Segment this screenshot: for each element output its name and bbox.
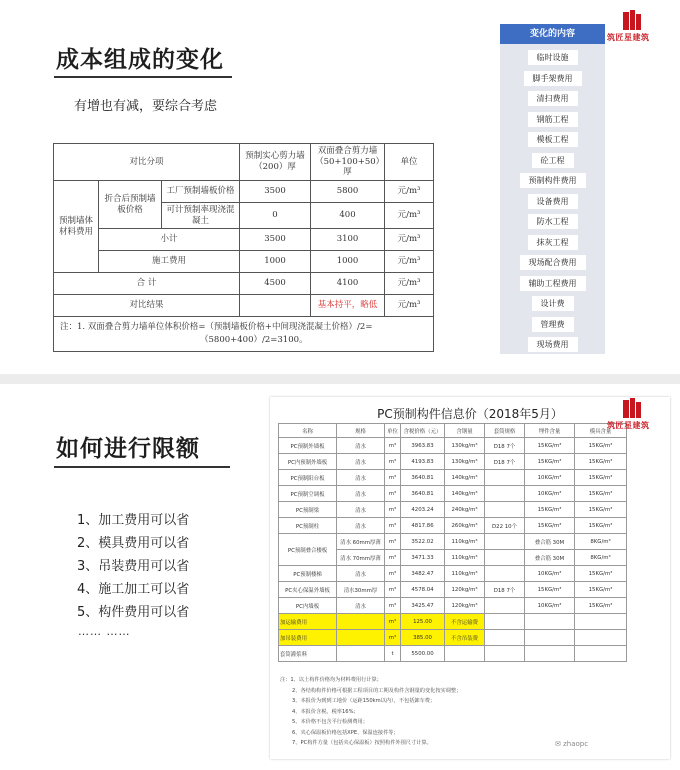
cell: 15KG/m³: [575, 438, 627, 454]
price-notes: [280, 675, 461, 749]
cell: 15KG/m³: [525, 518, 575, 534]
cell-empty: [240, 295, 311, 317]
wechat-icon: ✉: [555, 740, 564, 748]
sidebar-item-label: 钢筋工程: [528, 112, 578, 127]
cell: 15KG/m³: [575, 566, 627, 582]
sidebar-item: [500, 91, 605, 106]
note-line: 2、各结构构件价格可根据工程项目的工期及构件含钢量的变化按实调整；: [292, 687, 462, 694]
sidebar-item: [500, 214, 605, 229]
cell: 清水: [337, 438, 385, 454]
sidebar-item-label: 防水工程: [528, 214, 578, 229]
cell: 110kg/m³: [445, 550, 485, 566]
cell-value: 0: [240, 202, 311, 228]
header-unit: 单位: [385, 144, 434, 181]
sidebar-item-label: 抹灰工程: [528, 235, 578, 250]
table-note: [54, 317, 434, 352]
table-row-highlight: [279, 614, 627, 630]
sidebar-header: 变化的内容: [500, 24, 605, 44]
note-line: 4、本报价含税，税率16%；: [292, 708, 359, 715]
cell: D18 7个: [485, 582, 525, 598]
cell: m³: [385, 550, 401, 566]
cell-name: PC预制楼梯: [279, 566, 337, 582]
column-header: 单位: [385, 424, 401, 438]
cell: 15KG/m³: [575, 486, 627, 502]
cell: D22 10个: [485, 518, 525, 534]
sidebar-item: [500, 337, 605, 352]
cell: 清水30mm厚: [337, 582, 385, 598]
table-header-row: [54, 144, 434, 181]
cell-name: PC预制阳台板: [279, 470, 337, 486]
sidebar-item: [500, 255, 605, 270]
row-label: 施工费用: [99, 251, 240, 273]
row-label: 合 计: [54, 273, 240, 295]
cell: 4193.83: [401, 454, 445, 470]
cell: 清水: [337, 518, 385, 534]
watermark: [555, 740, 588, 748]
sub-group-label: 折合后预制墙板价格: [99, 180, 162, 228]
cell: [485, 534, 525, 550]
cell: [525, 630, 575, 646]
cell-value: 3500: [240, 229, 311, 251]
cell: 4817.86: [401, 518, 445, 534]
note-line-2: （5800+400）/2=3100。: [200, 334, 308, 345]
note-line-1: 注：1. 双面叠合剪力墙单位体积价格=（预制墙板价格+中间现浇混凝土价格）/2=: [60, 322, 373, 333]
cell: [485, 470, 525, 486]
list-item: 1、加工费用可以省: [77, 513, 190, 528]
cell: 15KG/m³: [575, 598, 627, 614]
sidebar-item: [500, 317, 605, 332]
cell: [575, 646, 627, 662]
cell: D18 7个: [485, 438, 525, 454]
cell: 4203.24: [401, 502, 445, 518]
slide2-title: 如何进行限额: [56, 436, 200, 462]
cell-name: PC预制梁: [279, 502, 337, 518]
list-ellipsis: …… ……: [78, 625, 131, 638]
cell: 清水: [337, 454, 385, 470]
table-row-highlight: [279, 630, 627, 646]
cell: 不含吊装费: [445, 630, 485, 646]
cell: 15KG/m³: [575, 502, 627, 518]
table-row: [54, 295, 434, 317]
note-line: 5、本价格不包含平行检测费用；: [292, 719, 368, 725]
savings-list: [77, 509, 189, 624]
column-header: 套筒规格: [485, 424, 525, 438]
cell: 260kg/m³: [445, 518, 485, 534]
cell: 10KG/m³: [525, 566, 575, 582]
cell-value: 3100: [311, 229, 385, 251]
cell: m³: [385, 614, 401, 630]
table-note-row: [54, 317, 434, 352]
cell: [485, 630, 525, 646]
cell: [445, 646, 485, 662]
cell: [525, 614, 575, 630]
sidebar-item-label: 清扫费用: [528, 91, 578, 106]
cell: [485, 614, 525, 630]
title-underline: [54, 76, 232, 78]
cell: 15KG/m³: [525, 438, 575, 454]
cell: 120kg/m³: [445, 598, 485, 614]
cell: [575, 614, 627, 630]
group-label: 预制墙体材料费用: [54, 180, 99, 272]
price-rows: [279, 566, 627, 614]
sidebar-item-label: 管理费: [532, 317, 574, 332]
sidebar-item-label: 预制构件费用: [520, 173, 586, 188]
table-row: [279, 646, 627, 662]
cell: [485, 550, 525, 566]
cell: 清水: [337, 470, 385, 486]
column-header: 名称: [279, 424, 337, 438]
sheet-title: PC预制构件信息价（2018年5月）: [377, 407, 563, 421]
cell: m³: [385, 534, 401, 550]
sidebar-item-label: 现场费用: [528, 337, 578, 352]
cell: 15KG/m³: [575, 518, 627, 534]
cell: 清水 60mm厚薄: [337, 534, 385, 550]
cell: 15KG/m³: [575, 582, 627, 598]
cell: 清水 70mm厚薄: [337, 550, 385, 566]
table-row: [279, 582, 627, 598]
sidebar-item: [500, 153, 605, 168]
cell: m³: [385, 566, 401, 582]
cell: 15KG/m³: [525, 502, 575, 518]
cell: 3963.83: [401, 438, 445, 454]
cell: m³: [385, 454, 401, 470]
cell: 3471.33: [401, 550, 445, 566]
row-label: 小计: [99, 229, 240, 251]
cell-value: 4100: [311, 273, 385, 295]
cell-unit: 元/m³: [385, 251, 434, 273]
table-row: [54, 180, 434, 202]
sidebar-item: [500, 71, 605, 86]
table-row: [279, 454, 627, 470]
sidebar-item: [500, 112, 605, 127]
cell-name: PC预制外墙板: [279, 438, 337, 454]
row-label: 对比结果: [54, 295, 240, 317]
sidebar-item-label: 模板工程: [528, 132, 578, 147]
sidebar-item-label: 设计费: [532, 296, 574, 311]
slide-limit-control: [0, 384, 680, 770]
cell-name: PC预制柱: [279, 518, 337, 534]
cell: [337, 646, 385, 662]
cell: 125.00: [401, 614, 445, 630]
cell: [485, 486, 525, 502]
cell-name: PC夹心保温外墙板: [279, 582, 337, 598]
note-line: 6、夹心保温板价格包括XPE、保温连接件等；: [292, 729, 399, 736]
sidebar-item-label: 设备费用: [528, 194, 578, 209]
title-underline: [54, 466, 230, 468]
slide1-subtitle: 有增也有减，要综合考虑: [74, 99, 218, 114]
cell: 110kg/m³: [445, 566, 485, 582]
cell: 套筒灌浆料: [279, 646, 337, 662]
sidebar-item: [500, 194, 605, 209]
cell: 130kg/m³: [445, 438, 485, 454]
row-label: 工厂预制墙板价格: [162, 180, 240, 202]
cell: 加吊装费用: [279, 630, 337, 646]
cell: 清水: [337, 486, 385, 502]
cell: 120kg/m³: [445, 582, 485, 598]
cell: [485, 646, 525, 662]
sidebar-item: [500, 235, 605, 250]
cell: [485, 502, 525, 518]
sidebar-item-label: 辅助工程费用: [520, 276, 586, 291]
table-row: [54, 251, 434, 273]
cell: m³: [385, 598, 401, 614]
cell: m³: [385, 438, 401, 454]
cell: 10KG/m³: [525, 598, 575, 614]
cell: 110kg/m³: [445, 534, 485, 550]
cell: 3640.81: [401, 486, 445, 502]
cell: m³: [385, 518, 401, 534]
table-row: [279, 486, 627, 502]
cell: 清水: [337, 598, 385, 614]
cell: [485, 566, 525, 582]
cell-name: PC内预制外墙板: [279, 454, 337, 470]
cell: [575, 630, 627, 646]
cell: m³: [385, 582, 401, 598]
building-logo-icon: [623, 10, 641, 30]
watermark-text: zhaopc: [563, 740, 589, 748]
slide1-title: 成本组成的变化: [56, 47, 224, 73]
list-item: 4、施工加工可以省: [77, 582, 190, 597]
cell-value: 1000: [240, 251, 311, 273]
list-item: 3、吊装费用可以省: [77, 559, 190, 574]
cell: 5500.00: [401, 646, 445, 662]
cell: 130kg/m³: [445, 454, 485, 470]
cell: 140kg/m³: [445, 470, 485, 486]
cell: 15KG/m³: [575, 454, 627, 470]
cell-name: PC内墙板: [279, 598, 337, 614]
price-header-row: [279, 424, 627, 438]
logo-text: 筑匠星建筑: [607, 421, 650, 430]
cell: 385.00: [401, 630, 445, 646]
cell-value: 400: [311, 202, 385, 228]
header-compare: 对比分项: [54, 144, 240, 181]
cost-comparison-table: [53, 143, 434, 352]
change-contents-sidebar: [500, 24, 605, 354]
cell-unit: 元/m³: [385, 273, 434, 295]
table-row: [279, 438, 627, 454]
cell: [525, 646, 575, 662]
cell: 4578.04: [401, 582, 445, 598]
price-info-sheet: [270, 397, 670, 759]
sidebar-item-label: 临时设施: [528, 50, 578, 65]
sidebar-item-label: 脚手架费用: [524, 71, 582, 86]
cell-unit: 元/m³: [385, 295, 434, 317]
cell: 3522.02: [401, 534, 445, 550]
cell: 8KG/m³: [575, 534, 627, 550]
cell-unit: 元/m³: [385, 202, 434, 228]
table-row: [279, 534, 627, 550]
sidebar-item: [500, 173, 605, 188]
cell: 清水: [337, 566, 385, 582]
cell: 15KG/m³: [575, 470, 627, 486]
cell: 3640.81: [401, 470, 445, 486]
sidebar-item: [500, 50, 605, 65]
note-line: 7、PC构件方量（包括夹心保温板）按照构件外围尺寸计算。: [292, 740, 432, 746]
cell: 10KG/m³: [525, 486, 575, 502]
cell-value: 4500: [240, 273, 311, 295]
sidebar-item-label: 现场配合费用: [520, 255, 586, 270]
cell-value: 1000: [311, 251, 385, 273]
cell: 15KG/m³: [525, 454, 575, 470]
cell: 3425.47: [401, 598, 445, 614]
row-label: 可计预制率现浇混凝土: [162, 202, 240, 228]
table-row: [279, 518, 627, 534]
cell-name: PC预制叠合楼板: [279, 534, 337, 566]
list-item: 2、模具费用可以省: [77, 536, 190, 551]
slide-cost-composition: [0, 0, 680, 374]
sidebar-item-label: 砼工程: [532, 153, 574, 168]
result-value: 基本持平，略低: [311, 295, 385, 317]
price-rows: [279, 438, 627, 534]
column-header: 模具含量: [575, 424, 627, 438]
header-col-b: 双面叠合剪力墙（50+100+50）厚: [311, 144, 385, 181]
list-item: 5、构件费用可以省: [77, 605, 190, 620]
cell: 清水: [337, 502, 385, 518]
cell-name: PC预制空调板: [279, 486, 337, 502]
cell: 叠合筋 30M: [525, 550, 575, 566]
cell-unit: 元/m³: [385, 229, 434, 251]
cell: m³: [385, 486, 401, 502]
note-line: 3、本报价为到到工地价（运距150km以内），不包括卸车费；: [292, 698, 436, 704]
cell: 3482.47: [401, 566, 445, 582]
header-col-a: 预制实心剪力墙（200）厚: [240, 144, 311, 181]
cell-value: 3500: [240, 180, 311, 202]
cell: 加运输费用: [279, 614, 337, 630]
cell: 叠合筋 30M: [525, 534, 575, 550]
cell: 240kg/m³: [445, 502, 485, 518]
table-row: [279, 470, 627, 486]
column-header: 埋件含量: [525, 424, 575, 438]
sidebar-item: [500, 132, 605, 147]
cell: [337, 630, 385, 646]
cell: 8KG/m³: [575, 550, 627, 566]
cell: m³: [385, 470, 401, 486]
cell: t: [385, 646, 401, 662]
sidebar-item: [500, 276, 605, 291]
cell: 不含运输费: [445, 614, 485, 630]
cell: m³: [385, 502, 401, 518]
building-logo-icon: [623, 398, 641, 418]
column-header: 含税价格（元）: [401, 424, 445, 438]
cell: 10KG/m³: [525, 470, 575, 486]
cell: [337, 614, 385, 630]
sidebar-item: [500, 296, 605, 311]
cell: [485, 598, 525, 614]
cell-value: 5800: [311, 180, 385, 202]
cell-unit: 元/m³: [385, 180, 434, 202]
table-row: [279, 598, 627, 614]
table-row: [54, 229, 434, 251]
column-header: 规格: [337, 424, 385, 438]
table-row: [279, 502, 627, 518]
cell: m³: [385, 630, 401, 646]
cell: D18 7个: [485, 454, 525, 470]
note-line: 注：1、以上构件价格均为材料费用行计算；: [280, 677, 382, 683]
logo-text: 筑匠星建筑: [607, 33, 650, 42]
table-row: [279, 566, 627, 582]
cell: 140kg/m³: [445, 486, 485, 502]
table-row: [54, 273, 434, 295]
column-header: 含钢量: [445, 424, 485, 438]
price-table: [278, 423, 627, 662]
cell: 15KG/m³: [525, 582, 575, 598]
